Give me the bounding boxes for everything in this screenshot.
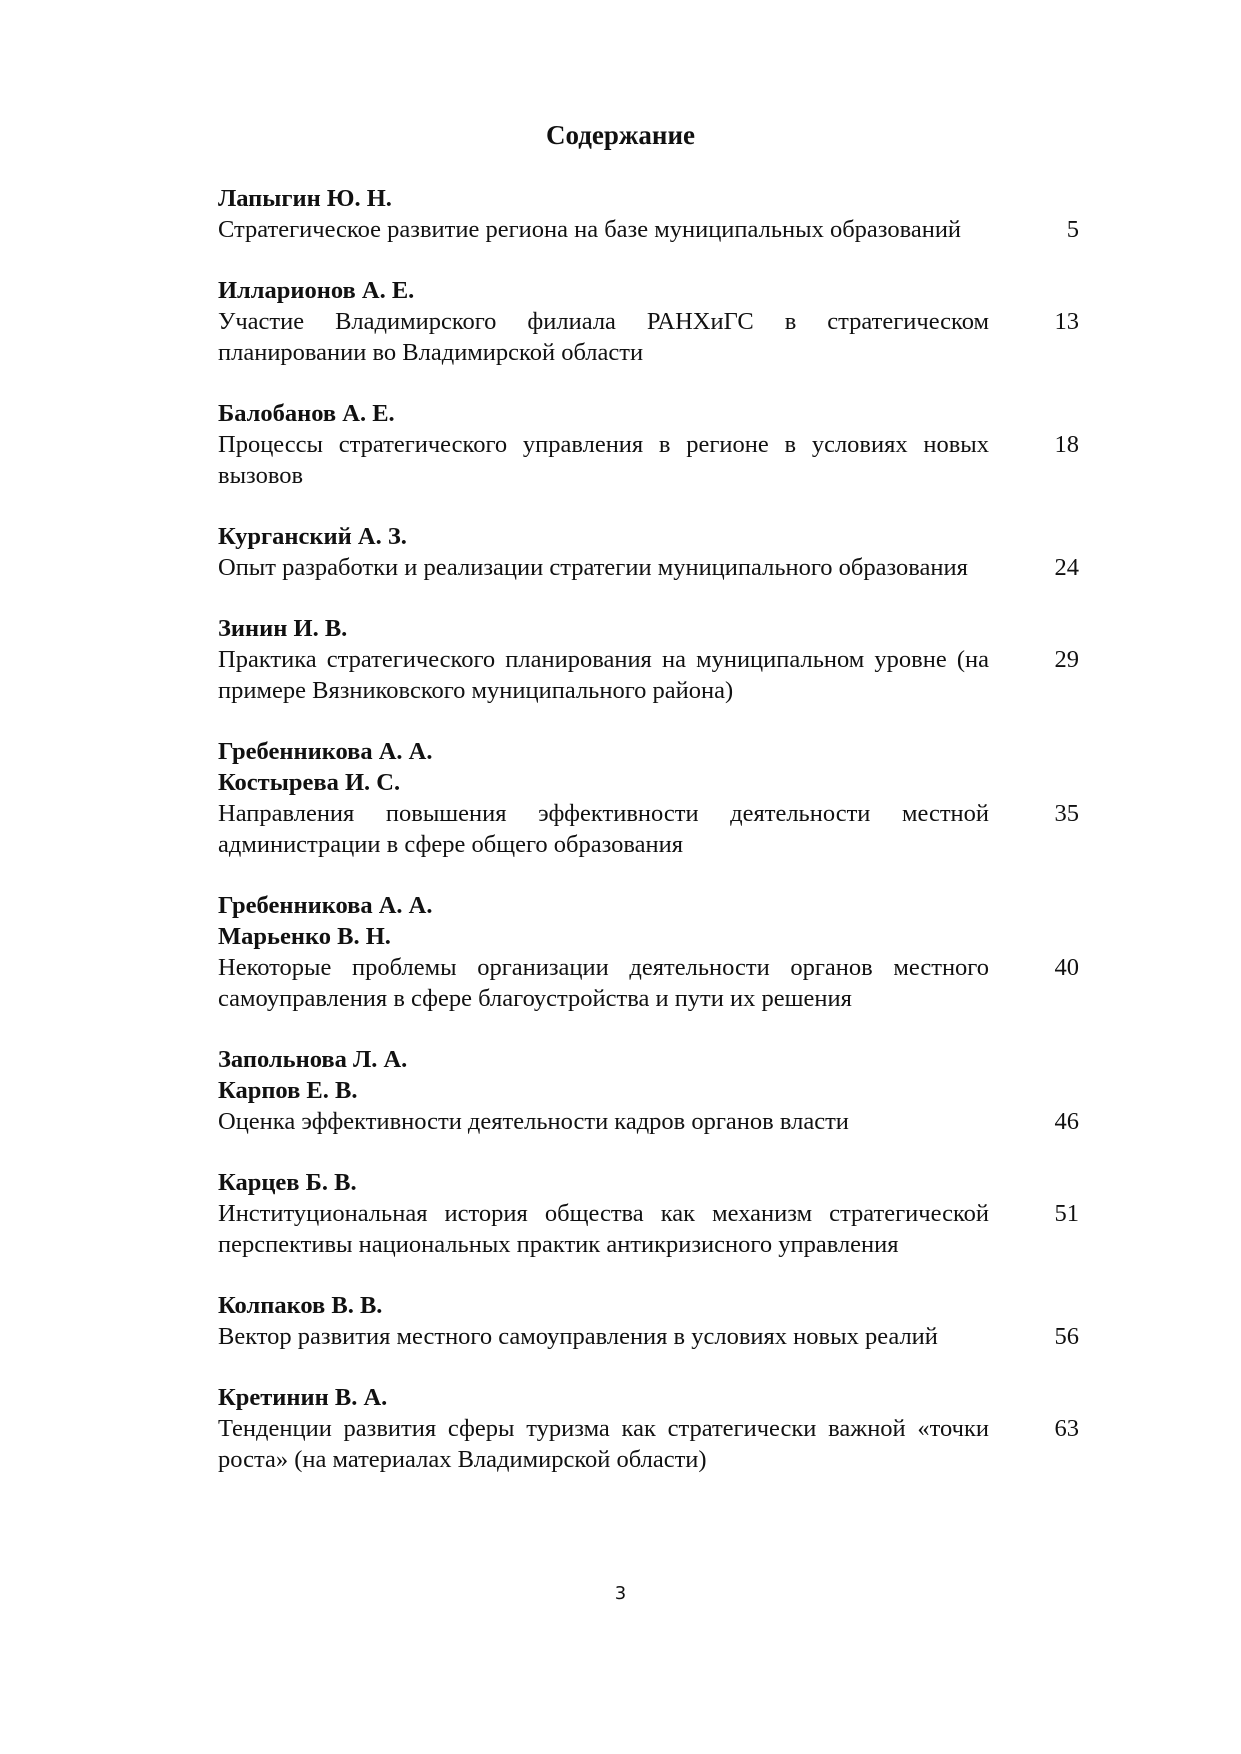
entry-author: Марьенко В. Н.	[218, 923, 391, 950]
entry-page-number: 35	[1054, 800, 1079, 827]
entry-page-number: 51	[1054, 1200, 1079, 1227]
entry-author: Карпов Е. В.	[218, 1077, 358, 1104]
entry-row	[218, 1413, 1079, 1475]
entry-row	[218, 214, 1079, 245]
entry-row	[218, 1321, 1079, 1352]
toc-entry	[218, 275, 1079, 368]
toc-entry	[218, 1290, 1079, 1352]
footer-page-number: 3	[614, 1583, 627, 1604]
entry-title: Практика стратегического планирования на муниципальном уровне (на примере Вязниковского муниципального района)	[218, 646, 989, 704]
toc-entry	[218, 890, 1079, 1014]
entry-row	[218, 306, 1079, 368]
entry-title: Оценка эффективности деятельности кадров органов власти	[218, 1108, 849, 1135]
entry-page-number: 56	[1054, 1323, 1079, 1350]
entry-author: Костырева И. С.	[218, 769, 401, 796]
toc-entry	[218, 398, 1079, 491]
entry-row	[218, 429, 1079, 491]
entry-author: Лапыгин Ю. Н.	[218, 185, 392, 212]
toc-entry	[218, 1382, 1079, 1475]
toc-entry	[218, 1167, 1079, 1260]
entry-author: Зинин И. В.	[218, 615, 348, 642]
entry-title: Институциональная история общества как механизм стратегической перспективы национальных практик антикризисного управления	[218, 1200, 989, 1258]
entry-page-number: 63	[1054, 1415, 1079, 1442]
toc-entry	[218, 1044, 1079, 1137]
entry-author: Гребенникова А. А.	[218, 892, 433, 919]
entry-author: Кретинин В. А.	[218, 1384, 388, 1411]
entry-title: Процессы стратегического управления в регионе в условиях новых вызовов	[218, 431, 989, 489]
entry-author: Гребенникова А. А.	[218, 738, 433, 765]
entry-title: Направления повышения эффективности деятельности местной администрации в сфере общего образования	[218, 800, 989, 858]
table-of-contents	[218, 183, 1079, 1475]
entry-page-number: 13	[1054, 308, 1079, 335]
entry-row	[218, 644, 1079, 706]
entry-row	[218, 952, 1079, 1014]
entry-author: Курганский А. З.	[218, 523, 407, 550]
entry-author: Илларионов А. Е.	[218, 277, 415, 304]
entry-author: Балобанов А. Е.	[218, 400, 395, 427]
toc-entry	[218, 183, 1079, 245]
toc-entry	[218, 521, 1079, 583]
entry-author: Запольнова Л. А.	[218, 1046, 408, 1073]
entry-title: Опыт разработки и реализации стратегии муниципального образования	[218, 554, 968, 581]
entry-title: Некоторые проблемы организации деятельности органов местного самоуправления в сфере благоустройства и пути их решения	[218, 954, 989, 1012]
entry-row	[218, 1198, 1079, 1260]
entry-row	[218, 1106, 1079, 1137]
entry-title: Участие Владимирского филиала РАНХиГС в стратегическом планировании во Владимирской области	[218, 308, 989, 366]
entry-title: Тенденции развития сферы туризма как стратегически важной «точки роста» (на материалах Владимирской области)	[218, 1415, 989, 1473]
entry-page-number: 46	[1054, 1108, 1079, 1135]
toc-entry	[218, 736, 1079, 860]
entry-page-number: 40	[1054, 954, 1079, 981]
page-title: Содержание	[545, 120, 696, 150]
entry-row	[218, 798, 1079, 860]
entry-page-number: 18	[1054, 431, 1079, 458]
entry-author: Колпаков В. В.	[218, 1292, 383, 1319]
entry-row	[218, 552, 1079, 583]
entry-page-number: 24	[1054, 554, 1079, 581]
entry-page-number: 5	[1066, 216, 1079, 243]
entry-title: Стратегическое развитие региона на базе муниципальных образований	[218, 216, 962, 243]
toc-entry	[218, 613, 1079, 706]
entry-page-number: 29	[1054, 646, 1079, 673]
entry-author: Карцев Б. В.	[218, 1169, 357, 1196]
entry-title: Вектор развития местного самоуправления в условиях новых реалий	[218, 1323, 938, 1350]
